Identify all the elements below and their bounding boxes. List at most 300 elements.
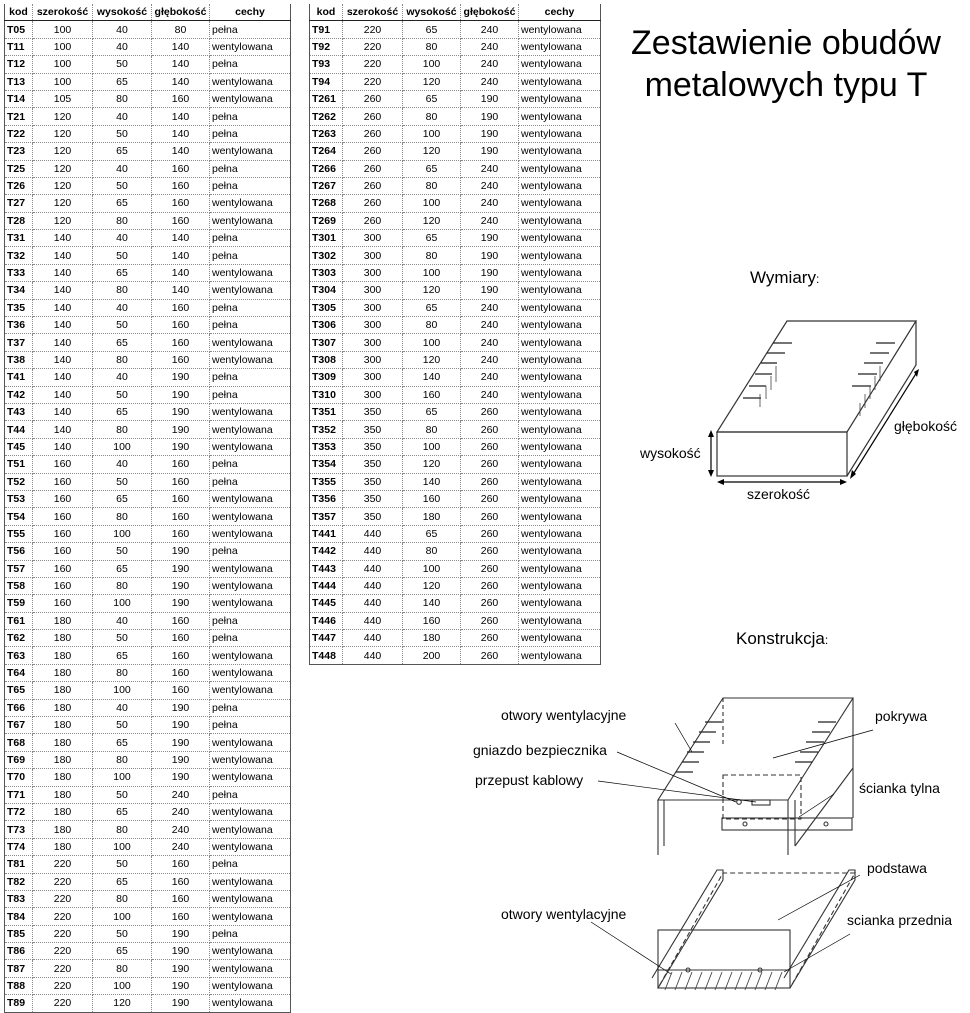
- width-cell: 260: [343, 212, 403, 229]
- features-cell: wentylowana: [210, 751, 291, 768]
- header-kod: kod: [5, 4, 33, 21]
- depth-cell: 240: [461, 177, 519, 194]
- kod-cell: T45: [5, 438, 33, 455]
- dimensions-box-drawing: [708, 321, 919, 485]
- kod-cell: T355: [310, 473, 343, 490]
- height-cell: 80: [403, 543, 461, 560]
- depth-cell: 190: [152, 717, 210, 734]
- depth-cell: 160: [152, 682, 210, 699]
- depth-cell: 190: [461, 90, 519, 107]
- kod-cell: T43: [5, 403, 33, 420]
- features-cell: wentylowana: [210, 282, 291, 299]
- height-cell: 120: [93, 995, 152, 1012]
- kod-cell: T351: [310, 403, 343, 420]
- width-cell: 300: [343, 369, 403, 386]
- width-cell: 260: [343, 143, 403, 160]
- kod-cell: T81: [5, 856, 33, 873]
- width-cell: 160: [33, 490, 93, 507]
- depth-cell: 260: [461, 473, 519, 490]
- depth-cell: 160: [152, 525, 210, 542]
- width-cell: 440: [343, 577, 403, 594]
- features-cell: wentylowana: [210, 838, 291, 855]
- features-cell: wentylowana: [519, 56, 601, 73]
- height-cell: 140: [403, 473, 461, 490]
- height-cell: 100: [93, 438, 152, 455]
- depth-cell: 160: [152, 299, 210, 316]
- kod-cell: T37: [5, 334, 33, 351]
- depth-cell: 190: [152, 403, 210, 420]
- kod-cell: T264: [310, 143, 343, 160]
- features-cell: wentylowana: [519, 247, 601, 264]
- features-cell: wentylowana: [210, 977, 291, 994]
- height-cell: 65: [93, 264, 152, 281]
- depth-cell: 260: [461, 456, 519, 473]
- width-cell: 140: [33, 403, 93, 420]
- kod-cell: T91: [310, 21, 343, 38]
- features-cell: wentylowana: [210, 195, 291, 212]
- features-cell: wentylowana: [519, 351, 601, 368]
- height-cell: 50: [93, 247, 152, 264]
- features-cell: pełna: [210, 473, 291, 490]
- cable-gland-label: przepust kablowy: [475, 772, 584, 788]
- height-cell: 80: [93, 821, 152, 838]
- kod-cell: T447: [310, 630, 343, 647]
- width-cell: 220: [33, 873, 93, 890]
- height-cell: 80: [93, 577, 152, 594]
- features-cell: wentylowana: [210, 212, 291, 229]
- kod-cell: T28: [5, 212, 33, 229]
- width-cell: 120: [33, 108, 93, 125]
- width-cell: 220: [33, 977, 93, 994]
- kod-cell: T62: [5, 630, 33, 647]
- features-cell: wentylowana: [519, 647, 601, 664]
- depth-cell: 140: [152, 125, 210, 142]
- features-cell: pełna: [210, 699, 291, 716]
- kod-cell: T304: [310, 282, 343, 299]
- height-cell: 40: [93, 369, 152, 386]
- height-cell: 100: [403, 334, 461, 351]
- features-cell: wentylowana: [519, 612, 601, 629]
- width-cell: 220: [33, 890, 93, 907]
- kod-cell: T52: [5, 473, 33, 490]
- features-cell: wentylowana: [210, 960, 291, 977]
- height-cell: 120: [403, 456, 461, 473]
- width-cell: 160: [33, 560, 93, 577]
- width-cell: 220: [343, 73, 403, 90]
- features-cell: wentylowana: [210, 73, 291, 90]
- height-cell: 50: [93, 56, 152, 73]
- kod-cell: T71: [5, 786, 33, 803]
- height-cell: 65: [93, 403, 152, 420]
- features-cell: wentylowana: [519, 630, 601, 647]
- depth-cell: 160: [152, 317, 210, 334]
- kod-cell: T306: [310, 317, 343, 334]
- kod-cell: T33: [5, 264, 33, 281]
- kod-cell: T302: [310, 247, 343, 264]
- width-cell: 440: [343, 560, 403, 577]
- height-cell: 65: [93, 560, 152, 577]
- features-cell: wentylowana: [210, 873, 291, 890]
- kod-cell: T13: [5, 73, 33, 90]
- width-cell: 120: [33, 177, 93, 194]
- kod-cell: T21: [5, 108, 33, 125]
- width-cell: 180: [33, 821, 93, 838]
- depth-cell: 140: [152, 38, 210, 55]
- kod-cell: T23: [5, 143, 33, 160]
- features-cell: wentylowana: [210, 682, 291, 699]
- header-glebokosc: głębokość: [461, 4, 519, 21]
- height-cell: 65: [93, 334, 152, 351]
- depth-cell: 190: [152, 543, 210, 560]
- height-cell: 80: [93, 890, 152, 907]
- features-cell: wentylowana: [210, 734, 291, 751]
- kod-cell: T12: [5, 56, 33, 73]
- height-label: wysokość: [640, 445, 701, 461]
- front-wall-label: scianka przednia: [847, 912, 953, 928]
- width-cell: 140: [33, 317, 93, 334]
- height-cell: 120: [403, 73, 461, 90]
- height-cell: 100: [93, 525, 152, 542]
- header-szerokosc: szerokość: [343, 4, 403, 21]
- height-cell: 50: [93, 786, 152, 803]
- height-cell: 40: [93, 299, 152, 316]
- depth-label: głębokość: [894, 418, 958, 434]
- features-cell: wentylowana: [519, 317, 601, 334]
- height-cell: 160: [403, 612, 461, 629]
- fuse-socket-label: gniazdo bezpiecznika: [473, 742, 607, 758]
- depth-cell: 260: [461, 560, 519, 577]
- width-cell: 300: [343, 386, 403, 403]
- header-cechy: cechy: [519, 4, 601, 21]
- features-cell: wentylowana: [210, 438, 291, 455]
- kod-cell: T31: [5, 230, 33, 247]
- depth-cell: 190: [461, 108, 519, 125]
- kod-cell: T262: [310, 108, 343, 125]
- features-cell: wentylowana: [519, 299, 601, 316]
- height-cell: 80: [93, 960, 152, 977]
- features-cell: pełna: [210, 925, 291, 942]
- kod-cell: T82: [5, 873, 33, 890]
- kod-cell: T445: [310, 595, 343, 612]
- width-cell: 440: [343, 525, 403, 542]
- kod-cell: T356: [310, 490, 343, 507]
- height-cell: 50: [93, 717, 152, 734]
- depth-cell: 160: [152, 612, 210, 629]
- features-cell: wentylowana: [210, 769, 291, 786]
- height-cell: 65: [403, 299, 461, 316]
- width-cell: 220: [33, 995, 93, 1012]
- height-cell: 65: [403, 160, 461, 177]
- height-cell: 50: [93, 177, 152, 194]
- height-cell: 100: [93, 682, 152, 699]
- height-cell: 65: [93, 490, 152, 507]
- features-cell: wentylowana: [519, 595, 601, 612]
- kod-cell: T27: [5, 195, 33, 212]
- features-cell: wentylowana: [210, 577, 291, 594]
- construction-heading-text: Konstrukcja: [736, 629, 825, 648]
- depth-cell: 260: [461, 612, 519, 629]
- width-cell: 100: [33, 56, 93, 73]
- height-cell: 50: [93, 317, 152, 334]
- header-wysokosc: wysokość: [93, 4, 152, 21]
- kod-cell: T54: [5, 508, 33, 525]
- depth-cell: 260: [461, 403, 519, 420]
- kod-cell: T268: [310, 195, 343, 212]
- width-cell: 100: [33, 38, 93, 55]
- height-cell: 65: [93, 803, 152, 820]
- kod-cell: T357: [310, 508, 343, 525]
- features-cell: pełna: [210, 125, 291, 142]
- height-cell: 120: [403, 351, 461, 368]
- features-cell: wentylowana: [210, 803, 291, 820]
- height-cell: 100: [93, 595, 152, 612]
- width-cell: 260: [343, 195, 403, 212]
- features-cell: pełna: [210, 786, 291, 803]
- depth-cell: 240: [152, 803, 210, 820]
- dimensions-heading-text: Wymiary: [750, 268, 816, 287]
- features-cell: wentylowana: [519, 543, 601, 560]
- height-cell: 50: [93, 473, 152, 490]
- depth-cell: 190: [152, 699, 210, 716]
- depth-cell: 190: [152, 577, 210, 594]
- kod-cell: T55: [5, 525, 33, 542]
- features-cell: pełna: [210, 230, 291, 247]
- height-cell: 50: [93, 386, 152, 403]
- depth-cell: 240: [461, 38, 519, 55]
- vent-holes-top-label: otwory wentylacyjne: [501, 707, 627, 723]
- height-cell: 40: [93, 699, 152, 716]
- width-cell: 350: [343, 490, 403, 507]
- height-cell: 140: [403, 595, 461, 612]
- depth-cell: 240: [461, 386, 519, 403]
- kod-cell: T53: [5, 490, 33, 507]
- height-cell: 50: [93, 543, 152, 560]
- depth-cell: 240: [461, 334, 519, 351]
- width-cell: 105: [33, 90, 93, 107]
- features-cell: wentylowana: [519, 282, 601, 299]
- width-cell: 300: [343, 264, 403, 281]
- height-cell: 80: [403, 38, 461, 55]
- depth-cell: 190: [461, 247, 519, 264]
- depth-cell: 190: [152, 977, 210, 994]
- width-cell: 160: [33, 473, 93, 490]
- width-cell: 180: [33, 630, 93, 647]
- features-cell: wentylowana: [519, 177, 601, 194]
- depth-cell: 160: [152, 856, 210, 873]
- width-cell: 140: [33, 351, 93, 368]
- width-cell: 350: [343, 508, 403, 525]
- features-cell: wentylowana: [210, 595, 291, 612]
- height-cell: 65: [403, 525, 461, 542]
- features-cell: pełna: [210, 247, 291, 264]
- header-glebokosc: głębokość: [152, 4, 210, 21]
- height-cell: 80: [93, 508, 152, 525]
- width-cell: 350: [343, 421, 403, 438]
- kod-cell: T94: [310, 73, 343, 90]
- kod-cell: T22: [5, 125, 33, 142]
- width-cell: 120: [33, 212, 93, 229]
- width-cell: 260: [343, 125, 403, 142]
- depth-cell: 140: [152, 73, 210, 90]
- depth-cell: 160: [152, 160, 210, 177]
- depth-cell: 240: [461, 212, 519, 229]
- depth-cell: 160: [152, 212, 210, 229]
- kod-cell: T72: [5, 803, 33, 820]
- width-cell: 160: [33, 543, 93, 560]
- features-cell: wentylowana: [210, 403, 291, 420]
- features-cell: wentylowana: [519, 369, 601, 386]
- kod-cell: T310: [310, 386, 343, 403]
- height-cell: 100: [403, 264, 461, 281]
- width-cell: 120: [33, 195, 93, 212]
- features-cell: pełna: [210, 386, 291, 403]
- width-cell: 350: [343, 438, 403, 455]
- depth-cell: 160: [152, 177, 210, 194]
- kod-cell: T267: [310, 177, 343, 194]
- height-cell: 40: [93, 38, 152, 55]
- features-cell: wentylowana: [519, 525, 601, 542]
- height-cell: 65: [93, 734, 152, 751]
- width-cell: 220: [33, 960, 93, 977]
- depth-cell: 190: [152, 995, 210, 1012]
- width-cell: 140: [33, 386, 93, 403]
- width-cell: 300: [343, 317, 403, 334]
- features-cell: pełna: [210, 456, 291, 473]
- width-cell: 120: [33, 125, 93, 142]
- features-cell: pełna: [210, 543, 291, 560]
- features-cell: pełna: [210, 56, 291, 73]
- depth-cell: 240: [461, 195, 519, 212]
- depth-cell: 240: [152, 786, 210, 803]
- height-cell: 65: [93, 943, 152, 960]
- kod-cell: T66: [5, 699, 33, 716]
- features-cell: wentylowana: [519, 403, 601, 420]
- kod-cell: T307: [310, 334, 343, 351]
- depth-cell: 140: [152, 264, 210, 281]
- width-cell: 100: [33, 73, 93, 90]
- base-label: podstawa: [867, 860, 927, 876]
- height-cell: 50: [93, 125, 152, 142]
- depth-cell: 160: [152, 195, 210, 212]
- depth-cell: 240: [461, 160, 519, 177]
- depth-cell: 190: [152, 943, 210, 960]
- kod-cell: T26: [5, 177, 33, 194]
- width-cell: 180: [33, 803, 93, 820]
- depth-cell: 140: [152, 108, 210, 125]
- width-cell: 180: [33, 786, 93, 803]
- depth-cell: 160: [152, 890, 210, 907]
- kod-cell: T44: [5, 421, 33, 438]
- width-cell: 140: [33, 264, 93, 281]
- height-cell: 100: [93, 838, 152, 855]
- depth-cell: 160: [152, 630, 210, 647]
- height-cell: 80: [403, 247, 461, 264]
- height-cell: 40: [93, 612, 152, 629]
- features-cell: wentylowana: [519, 125, 601, 142]
- depth-cell: 160: [152, 873, 210, 890]
- depth-cell: 240: [461, 317, 519, 334]
- height-cell: 50: [93, 925, 152, 942]
- kod-cell: T92: [310, 38, 343, 55]
- kod-cell: T84: [5, 908, 33, 925]
- width-cell: 220: [33, 908, 93, 925]
- features-cell: wentylowana: [210, 351, 291, 368]
- width-cell: 260: [343, 90, 403, 107]
- width-cell: 140: [33, 247, 93, 264]
- width-cell: 180: [33, 751, 93, 768]
- depth-cell: 160: [152, 664, 210, 681]
- construction-heading-colon: :: [824, 633, 829, 647]
- height-cell: 200: [403, 647, 461, 664]
- width-cell: 140: [33, 421, 93, 438]
- depth-cell: 160: [152, 334, 210, 351]
- kod-cell: T69: [5, 751, 33, 768]
- depth-cell: 240: [461, 73, 519, 90]
- width-cell: 220: [33, 943, 93, 960]
- kod-cell: T74: [5, 838, 33, 855]
- height-cell: 40: [93, 230, 152, 247]
- height-cell: 65: [93, 73, 152, 90]
- depth-cell: 190: [152, 751, 210, 768]
- depth-cell: 140: [152, 230, 210, 247]
- kod-cell: T51: [5, 456, 33, 473]
- depth-cell: 240: [461, 351, 519, 368]
- features-cell: wentylowana: [519, 560, 601, 577]
- features-cell: pełna: [210, 160, 291, 177]
- features-cell: wentylowana: [210, 490, 291, 507]
- features-cell: wentylowana: [519, 490, 601, 507]
- depth-cell: 260: [461, 421, 519, 438]
- depth-cell: 240: [152, 838, 210, 855]
- width-cell: 440: [343, 647, 403, 664]
- kod-cell: T308: [310, 351, 343, 368]
- kod-cell: T442: [310, 543, 343, 560]
- height-cell: 100: [403, 56, 461, 73]
- depth-cell: 190: [152, 560, 210, 577]
- kod-cell: T303: [310, 264, 343, 281]
- header-wysokosc: wysokość: [403, 4, 461, 21]
- height-cell: 160: [403, 490, 461, 507]
- height-cell: 40: [93, 108, 152, 125]
- width-cell: 160: [33, 456, 93, 473]
- height-cell: 80: [93, 212, 152, 229]
- depth-cell: 240: [461, 21, 519, 38]
- features-cell: wentylowana: [210, 647, 291, 664]
- header-cechy: cechy: [210, 4, 291, 21]
- height-cell: 100: [403, 560, 461, 577]
- features-cell: wentylowana: [210, 560, 291, 577]
- width-cell: 180: [33, 769, 93, 786]
- width-cell: 160: [33, 525, 93, 542]
- features-cell: pełna: [210, 177, 291, 194]
- height-cell: 80: [403, 317, 461, 334]
- height-cell: 80: [403, 108, 461, 125]
- kod-cell: T441: [310, 525, 343, 542]
- title-line-1: Zestawienie obudów: [631, 24, 941, 62]
- features-cell: wentylowana: [519, 334, 601, 351]
- width-label: szerokość: [747, 486, 811, 502]
- features-cell: wentylowana: [210, 264, 291, 281]
- height-cell: 80: [403, 177, 461, 194]
- kod-cell: T85: [5, 925, 33, 942]
- kod-cell: T35: [5, 299, 33, 316]
- features-cell: wentylowana: [210, 421, 291, 438]
- width-cell: 220: [33, 856, 93, 873]
- header-kod: kod: [310, 4, 343, 21]
- features-cell: pełna: [210, 369, 291, 386]
- features-cell: wentylowana: [519, 577, 601, 594]
- title-line-2: metalowych typu T: [644, 66, 928, 104]
